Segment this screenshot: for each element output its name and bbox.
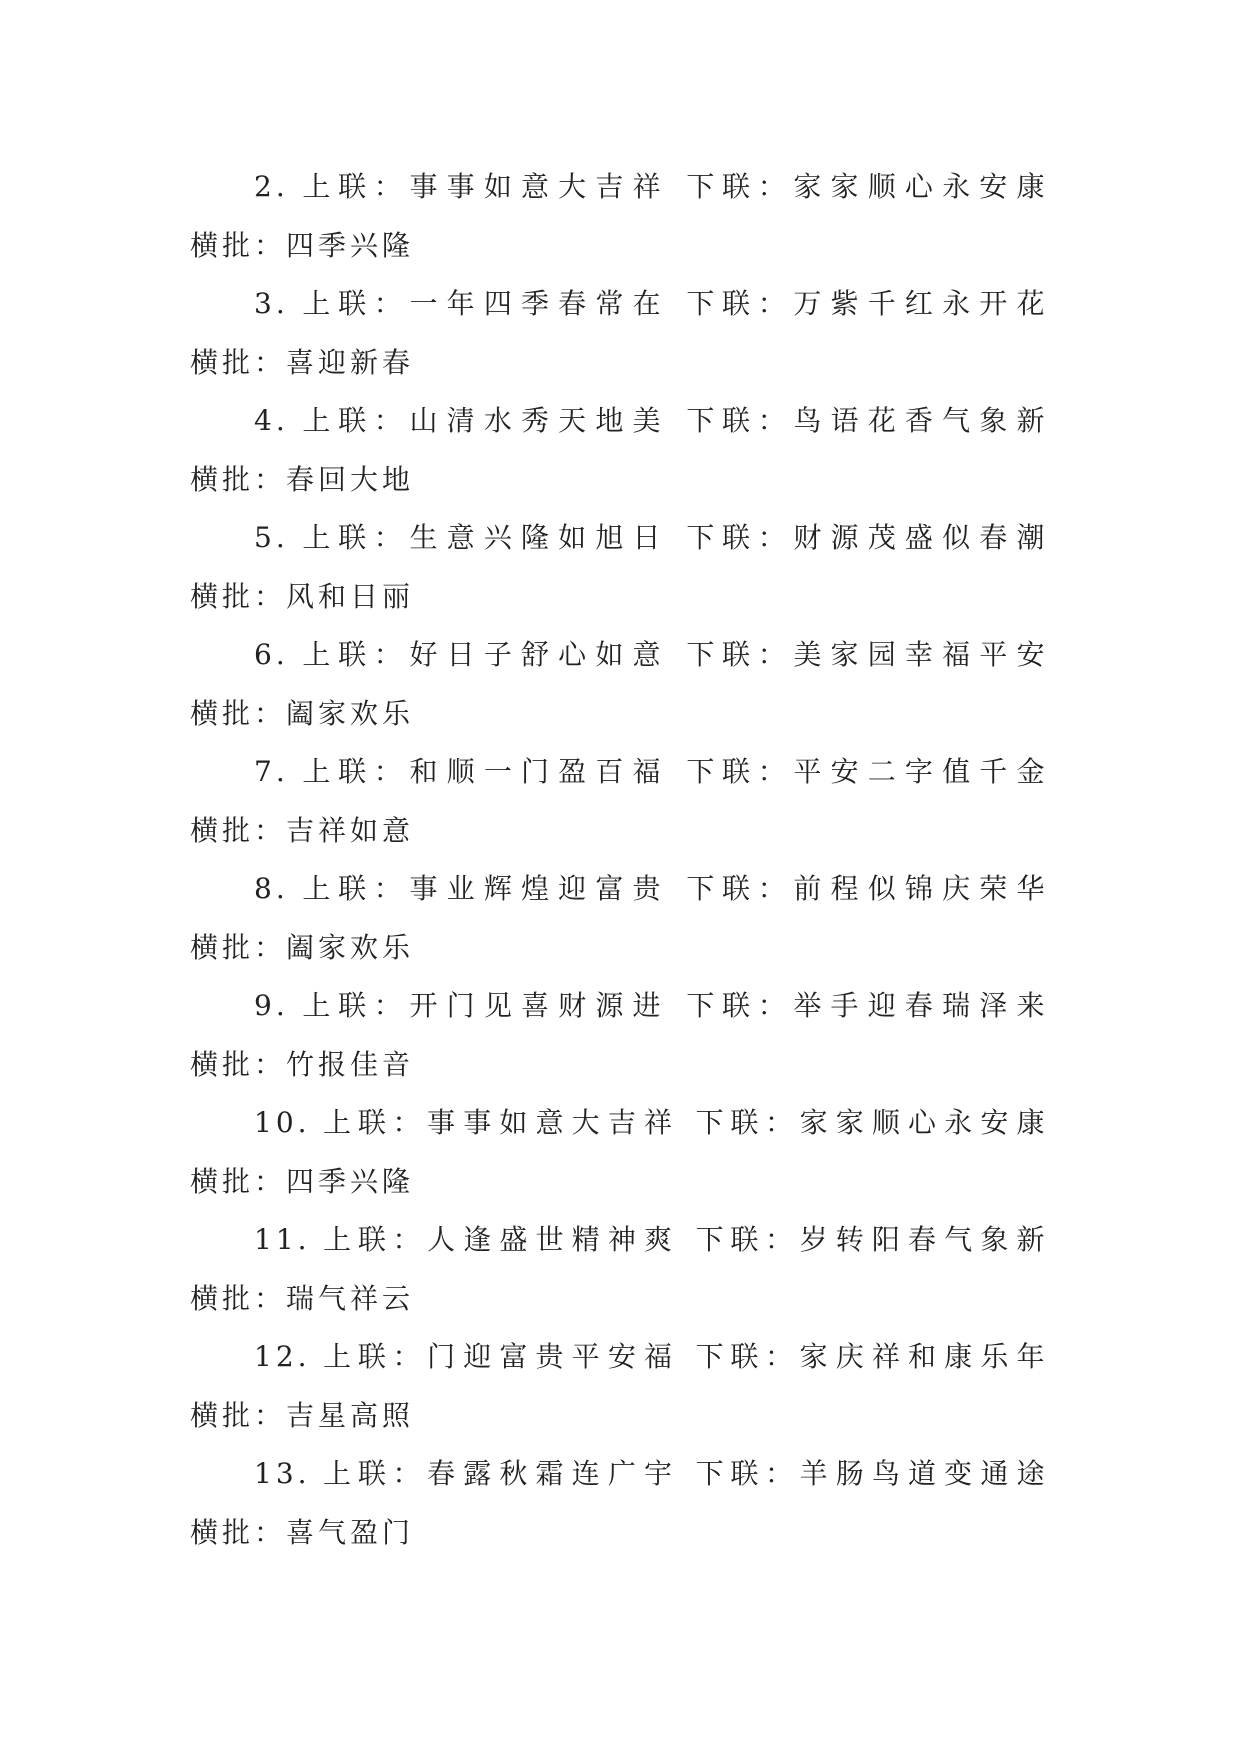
horizontal-label: 横批： [190, 1398, 287, 1432]
upper-label: 上联： [298, 287, 410, 320]
entry-number: 7. [254, 755, 289, 788]
horizontal-label: 横批： [190, 1281, 287, 1315]
upper-label: 上联： [298, 404, 410, 437]
couplet-list [190, 158, 1050, 1562]
upper-line: 门迎富贵平安福 [427, 1340, 681, 1373]
upper-label: 上联： [298, 170, 410, 203]
upper-line: 一年四季春常在 [409, 287, 670, 320]
couplet-entry [190, 1328, 1050, 1445]
upper-label: 上联： [298, 521, 410, 554]
horizontal-label: 横批： [190, 1164, 287, 1198]
entry-number: 8. [254, 872, 289, 905]
couplet-entry [190, 743, 1050, 860]
lower-line: 鸟语花香气象新 [793, 404, 1050, 437]
horizontal-label: 横批： [190, 813, 287, 847]
couplet-entry [190, 977, 1050, 1094]
entry-number: 6. [254, 638, 289, 671]
entry-number: 9. [254, 989, 289, 1022]
upper-label: 上联： [298, 755, 410, 788]
upper-line: 春露秋霜连广宇 [427, 1457, 681, 1490]
entry-number: 3. [254, 287, 289, 320]
entry-number: 10. [254, 1106, 311, 1139]
upper-label: 上联： [320, 1106, 428, 1139]
upper-line: 事事如意大吉祥 [409, 170, 670, 203]
lower-label: 下联： [695, 1223, 800, 1256]
lower-label: 下联： [695, 1106, 800, 1139]
lower-label: 下联： [686, 521, 794, 554]
lower-line: 前程似锦庆荣华 [793, 872, 1050, 905]
lower-label: 下联： [686, 638, 794, 671]
horizontal-label: 横批： [190, 1515, 287, 1549]
upper-line: 山清水秀天地美 [409, 404, 670, 437]
upper-line: 事业辉煌迎富贵 [409, 872, 670, 905]
lower-line: 羊肠鸟道变通途 [799, 1457, 1050, 1490]
couplet-entry [190, 275, 1050, 392]
lower-line: 举手迎春瑞泽来 [793, 989, 1050, 1022]
lower-label: 下联： [695, 1457, 800, 1490]
horizontal-label: 横批： [190, 930, 287, 964]
horizontal-scroll: 喜气盈门 [286, 1515, 415, 1549]
entry-number: 13. [254, 1457, 311, 1490]
upper-label: 上联： [298, 989, 410, 1022]
horizontal-scroll: 四季兴隆 [286, 228, 415, 262]
upper-label: 上联： [298, 638, 410, 671]
horizontal-label: 横批： [190, 1047, 287, 1081]
upper-label: 上联： [320, 1457, 428, 1490]
upper-line: 生意兴隆如旭日 [409, 521, 670, 554]
couplet-entry [190, 158, 1050, 275]
couplet-entry [190, 1094, 1050, 1211]
lower-line: 家庆祥和康乐年 [799, 1340, 1050, 1373]
entry-number: 2. [254, 170, 289, 203]
upper-label: 上联： [320, 1223, 428, 1256]
lower-line: 美家园幸福平安 [793, 638, 1050, 671]
lower-label: 下联： [686, 287, 794, 320]
couplet-entry [190, 860, 1050, 977]
lower-label: 下联： [686, 872, 794, 905]
lower-label: 下联： [686, 989, 794, 1022]
upper-line: 和顺一门盈百福 [409, 755, 670, 788]
couplet-entry [190, 392, 1050, 509]
lower-line: 岁转阳春气象新 [799, 1223, 1050, 1256]
horizontal-scroll: 吉星高照 [286, 1398, 415, 1432]
horizontal-label: 横批： [190, 345, 287, 379]
entry-number: 4. [254, 404, 289, 437]
entry-number: 5. [254, 521, 289, 554]
horizontal-label: 横批： [190, 696, 287, 730]
couplet-entry [190, 1445, 1050, 1562]
lower-label: 下联： [686, 170, 794, 203]
lower-label: 下联： [695, 1340, 800, 1373]
horizontal-label: 横批： [190, 228, 287, 262]
horizontal-scroll: 风和日丽 [286, 579, 415, 613]
lower-line: 万紫千红永开花 [793, 287, 1050, 320]
couplet-entry [190, 626, 1050, 743]
lower-line: 家家顺心永安康 [799, 1106, 1050, 1139]
horizontal-scroll: 喜迎新春 [286, 345, 415, 379]
couplet-entry [190, 1211, 1050, 1328]
entry-number: 12. [254, 1340, 311, 1373]
horizontal-scroll: 瑞气祥云 [286, 1281, 415, 1315]
lower-line: 财源茂盛似春潮 [793, 521, 1050, 554]
entry-number: 11. [254, 1223, 311, 1256]
horizontal-scroll: 阖家欢乐 [286, 930, 415, 964]
upper-label: 上联： [298, 872, 410, 905]
lower-label: 下联： [686, 404, 794, 437]
upper-line: 好日子舒心如意 [409, 638, 670, 671]
lower-line: 平安二字值千金 [793, 755, 1050, 788]
horizontal-label: 横批： [190, 462, 287, 496]
horizontal-scroll: 阖家欢乐 [286, 696, 415, 730]
horizontal-scroll: 吉祥如意 [286, 813, 415, 847]
lower-line: 家家顺心永安康 [793, 170, 1050, 203]
horizontal-scroll: 四季兴隆 [286, 1164, 415, 1198]
upper-line: 人逢盛世精神爽 [427, 1223, 681, 1256]
upper-label: 上联： [320, 1340, 428, 1373]
horizontal-scroll: 春回大地 [286, 462, 415, 496]
horizontal-scroll: 竹报佳音 [286, 1047, 415, 1081]
horizontal-label: 横批： [190, 579, 287, 613]
lower-label: 下联： [686, 755, 794, 788]
upper-line: 事事如意大吉祥 [427, 1106, 681, 1139]
couplet-entry [190, 509, 1050, 626]
upper-line: 开门见喜财源进 [409, 989, 670, 1022]
